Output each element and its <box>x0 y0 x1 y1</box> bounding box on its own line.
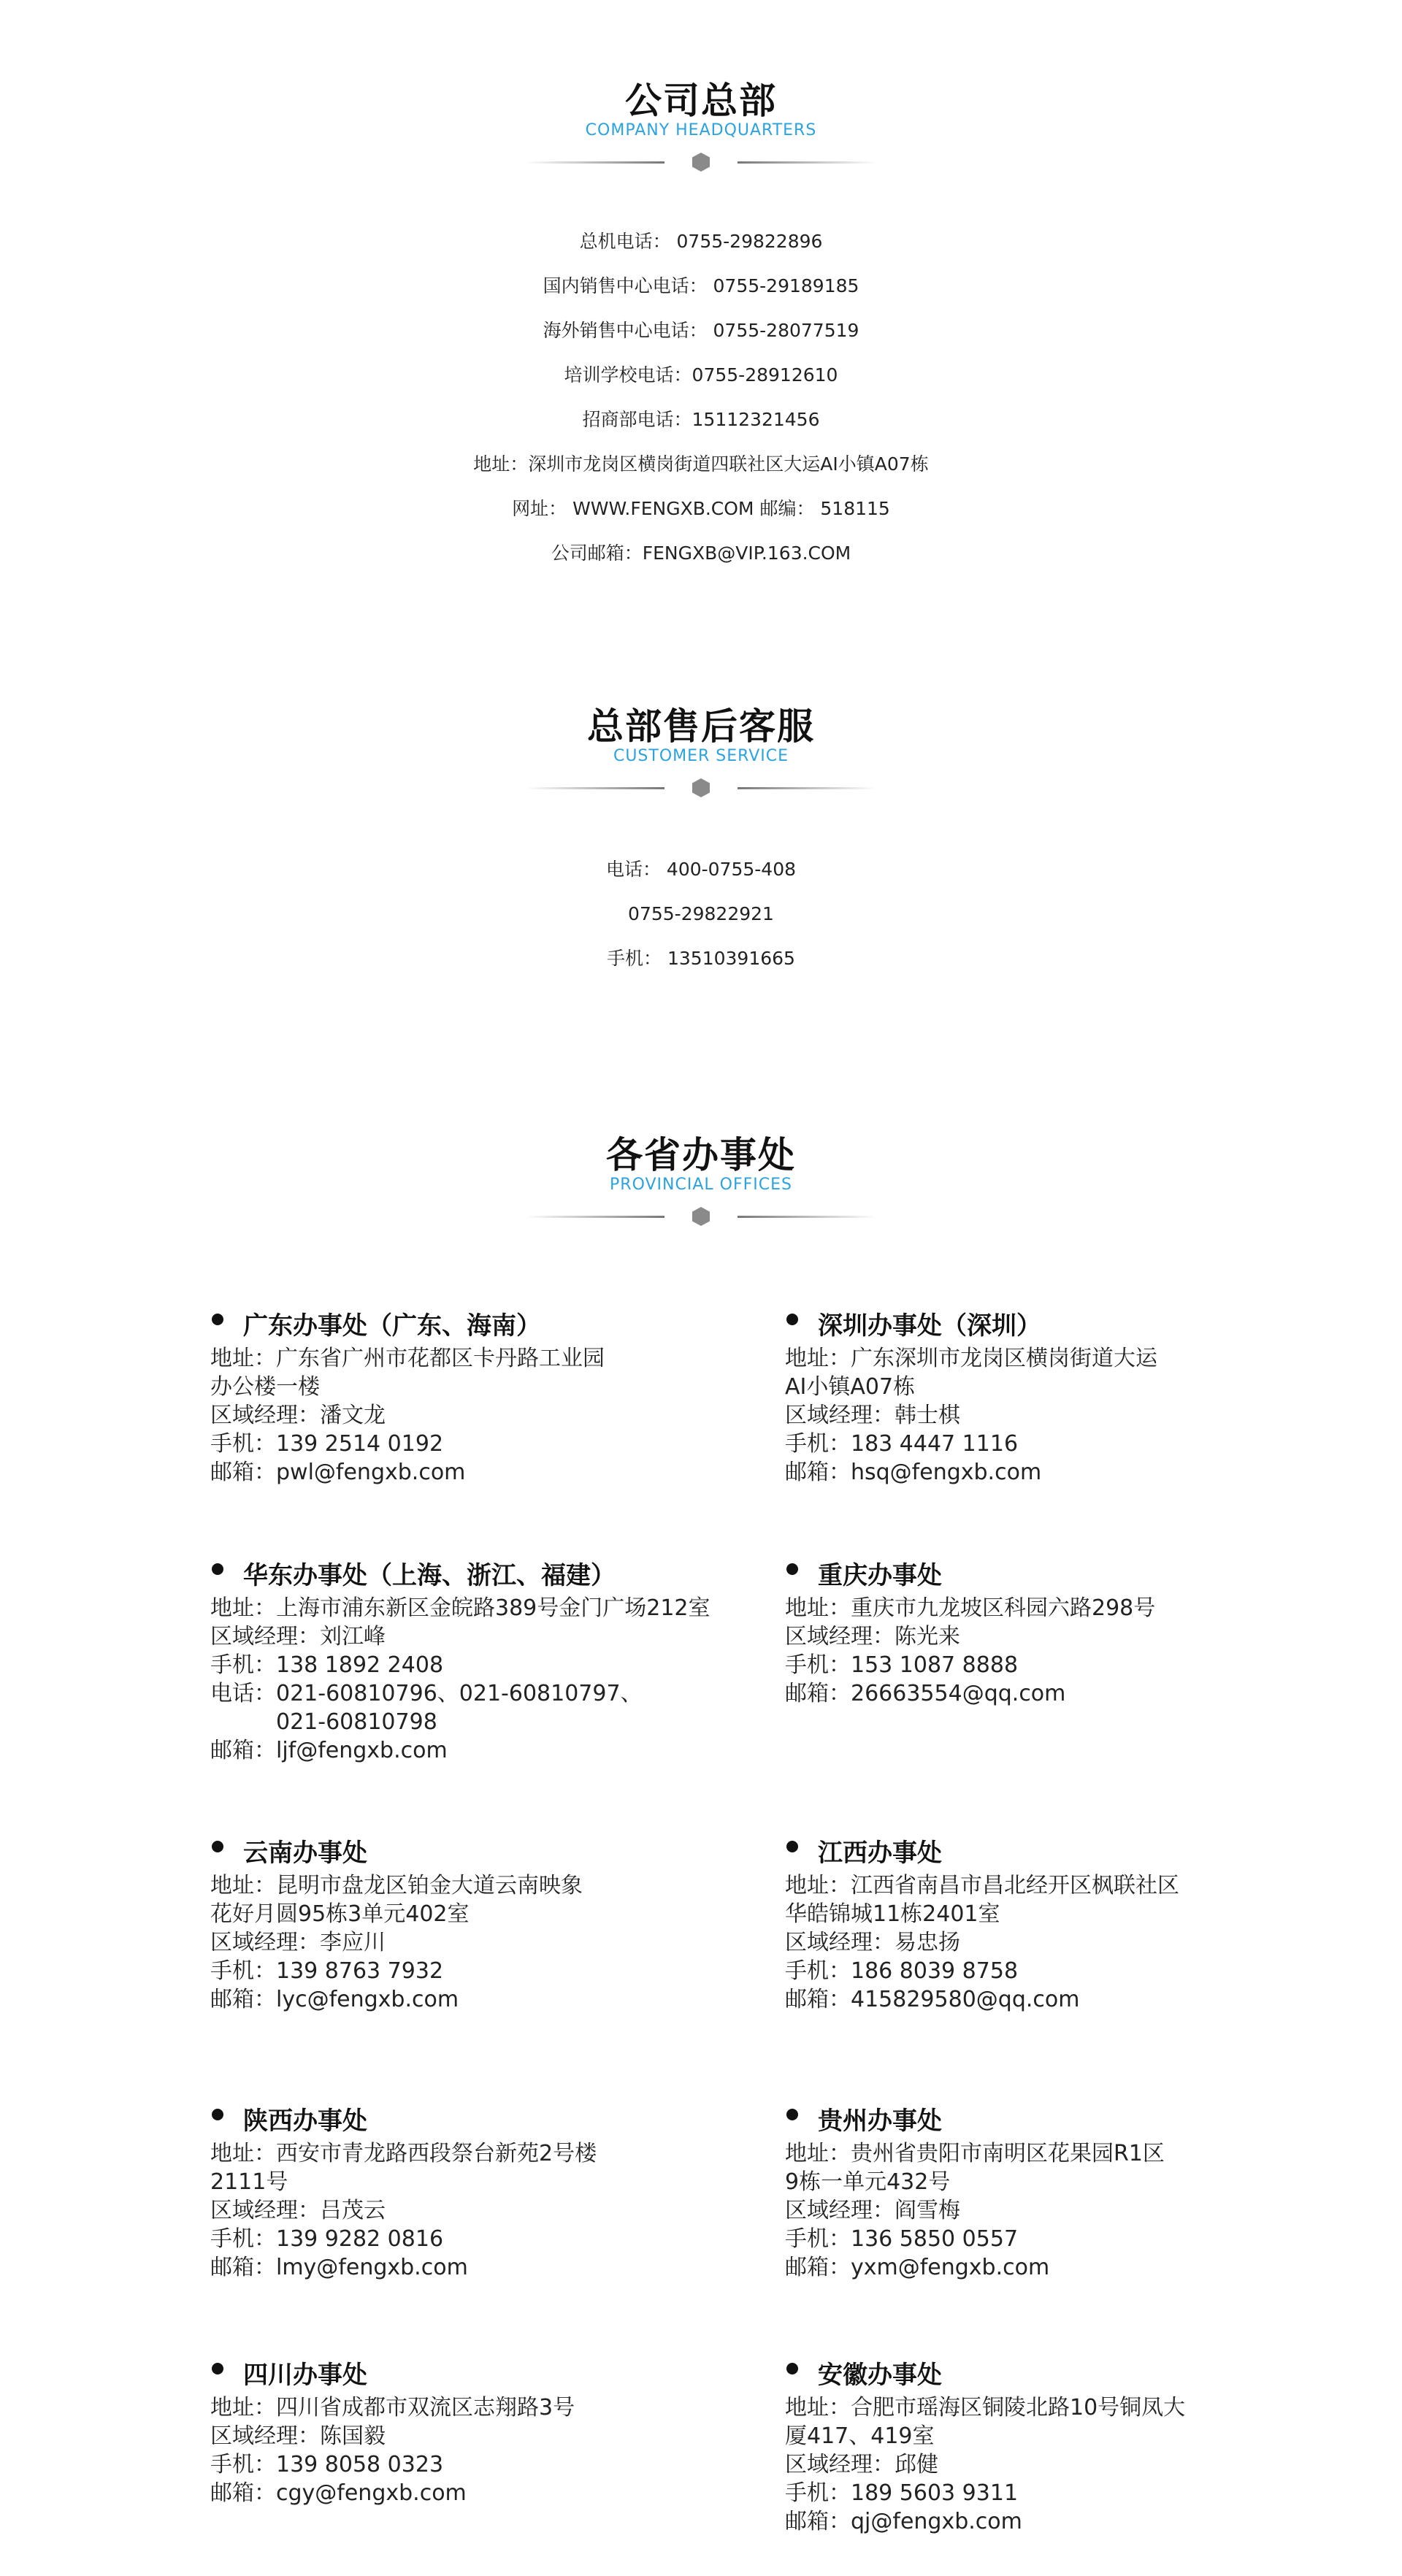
office-east-china <box>210 1559 736 1765</box>
office-line: 电话：021-60810796、021-60810797、 <box>210 1681 643 1706</box>
office-line: 地址：贵州省贵阳市南明区花果园R1区 <box>785 2141 1165 2166</box>
service-title: 总部售后客服 <box>587 705 815 748</box>
office-line: 区域经理：陈光来 <box>785 1624 960 1649</box>
headquarters-info <box>0 219 1402 575</box>
bullet-icon <box>786 2363 798 2374</box>
info-line: 地址：深圳市龙岗区横岗街道四联社区大运AI小镇A07栋 <box>473 453 929 475</box>
bullet-icon <box>786 1841 798 1852</box>
offices-title: 各省办事处 <box>606 1134 796 1176</box>
office-line: 2111号 <box>210 2169 288 2195</box>
office-line: 手机：136 5850 0557 <box>785 2226 1019 2252</box>
office-name: 广东办事处（广东、海南） <box>243 1311 541 1341</box>
office-line: 手机：139 9282 0816 <box>210 2226 444 2252</box>
info-line: 培训学校电话：0755-28912610 <box>564 364 838 386</box>
service-subtitle: CUSTOMER SERVICE <box>613 747 789 765</box>
office-line: 地址：重庆市九龙坡区科园六路298号 <box>785 1595 1156 1621</box>
office-line: 区域经理：邱健 <box>785 2452 938 2477</box>
office-line: 邮箱：415829580@qq.com <box>785 1987 1080 2012</box>
bullet-icon <box>786 1314 798 1325</box>
office-line: AI小镇A07栋 <box>785 1374 916 1400</box>
office-line: 邮箱：lmy@fengxb.com <box>210 2255 468 2280</box>
office-line: 手机：139 8763 7932 <box>210 1958 444 1984</box>
office-line: 邮箱：ljf@fengxb.com <box>210 1738 448 1763</box>
bullet-icon <box>786 1563 798 1575</box>
office-line: 地址：广东深圳市龙岗区横岗街道大运 <box>785 1346 1157 1371</box>
office-line: 邮箱：lyc@fengxb.com <box>210 1987 459 2012</box>
office-line: 厦417、419室 <box>785 2423 935 2449</box>
office-line: 区域经理：刘江峰 <box>210 1624 386 1649</box>
office-name: 江西办事处 <box>818 1839 942 1868</box>
section-divider <box>526 1202 876 1231</box>
office-name: 华东办事处（上海、浙江、福建） <box>243 1561 616 1590</box>
office-line: 手机：186 8039 8758 <box>785 1958 1019 1984</box>
bullet-icon <box>786 2109 798 2120</box>
office-chongqing <box>785 1559 1311 1708</box>
office-line: 021-60810798 <box>276 1709 437 1735</box>
info-line: 电话： 400-0755-408 <box>605 859 797 880</box>
section-divider <box>526 773 876 802</box>
office-line: 手机：189 5603 9311 <box>785 2480 1019 2506</box>
info-line: 0755-29822921 <box>628 903 774 924</box>
headquarters-title: 公司总部 <box>625 80 777 122</box>
headquarters-subtitle: COMPANY HEADQUARTERS <box>585 121 817 139</box>
office-line: 地址：昆明市盘龙区铂金大道云南映象 <box>210 1873 583 1898</box>
office-shaanxi <box>210 2104 736 2282</box>
bullet-icon <box>212 2109 223 2120</box>
office-line: 区域经理：阎雪梅 <box>785 2198 960 2223</box>
bullet-icon <box>212 1563 223 1575</box>
office-line: 邮箱：26663554@qq.com <box>785 1681 1066 1706</box>
office-line: 地址：广东省广州市花都区卡丹路工业园 <box>210 1346 605 1371</box>
office-line: 办公楼一楼 <box>210 1374 320 1400</box>
office-line: 区域经理：吕茂云 <box>210 2198 386 2223</box>
office-line: 手机：153 1087 8888 <box>785 1652 1019 1678</box>
office-line: 地址：合肥市瑶海区铜陵北路10号铜凤大 <box>785 2395 1186 2420</box>
info-line: 总机电话： 0755-29822896 <box>579 231 823 252</box>
office-shenzhen <box>785 1309 1311 1487</box>
office-name: 深圳办事处（深圳） <box>818 1311 1041 1341</box>
section-divider <box>526 147 876 177</box>
office-line: 手机：139 2514 0192 <box>210 1431 444 1457</box>
office-name: 贵州办事处 <box>818 2107 942 2136</box>
offices-subtitle: PROVINCIAL OFFICES <box>610 1176 792 1194</box>
office-line: 邮箱：cgy@fengxb.com <box>210 2480 467 2506</box>
info-line: 网址： WWW.FENGXB.COM 邮编： 518115 <box>512 498 890 519</box>
office-jiangxi <box>785 1836 1311 2014</box>
bullet-icon <box>212 1841 223 1852</box>
office-line: 9栋一单元432号 <box>785 2169 951 2195</box>
office-line: 地址：西安市青龙路西段祭台新苑2号楼 <box>210 2141 597 2166</box>
info-line: 国内销售中心电话： 0755-29189185 <box>543 275 859 296</box>
office-name: 重庆办事处 <box>818 1561 942 1590</box>
office-line: 区域经理：韩士棋 <box>785 1403 960 1428</box>
office-line: 区域经理：陈国毅 <box>210 2423 386 2449</box>
office-line: 邮箱：hsq@fengxb.com <box>785 1460 1042 1485</box>
bullet-icon <box>212 2363 223 2374</box>
office-line: 邮箱：pwl@fengxb.com <box>210 1460 466 1485</box>
office-line: 手机：183 4447 1116 <box>785 1431 1019 1457</box>
office-guizhou <box>785 2104 1311 2282</box>
hexagon-icon <box>691 778 711 798</box>
office-line: 手机：138 1892 2408 <box>210 1652 444 1678</box>
info-line: 手机： 13510391665 <box>607 948 795 969</box>
office-name: 四川办事处 <box>243 2361 367 2390</box>
office-anhui <box>785 2358 1311 2536</box>
office-name: 云南办事处 <box>243 1839 367 1868</box>
office-line: 邮箱：yxm@fengxb.com <box>785 2255 1050 2280</box>
office-line: 手机：139 8058 0323 <box>210 2452 444 2477</box>
office-line: 地址：江西省南昌市昌北经开区枫联社区 <box>785 1873 1179 1898</box>
office-yunnan <box>210 1836 736 2014</box>
office-line: 区域经理：李应川 <box>210 1930 386 1955</box>
office-line: 邮箱：qj@fengxb.com <box>785 2509 1022 2534</box>
offices-heading <box>0 1133 1402 1231</box>
office-line: 区域经理：易忠扬 <box>785 1930 960 1955</box>
service-heading <box>0 705 1402 802</box>
office-name: 安徽办事处 <box>818 2361 942 2390</box>
info-line: 海外销售中心电话： 0755-28077519 <box>543 320 859 341</box>
office-line: 地址：四川省成都市双流区志翔路3号 <box>210 2395 575 2420</box>
office-line: 区域经理：潘文龙 <box>210 1403 386 1428</box>
headquarters-heading <box>0 79 1402 177</box>
hexagon-icon <box>691 152 711 172</box>
hexagon-icon <box>691 1206 711 1227</box>
office-name: 陕西办事处 <box>243 2107 367 2136</box>
info-line: 招商部电话：15112321456 <box>582 409 820 430</box>
office-line: 地址：上海市浦东新区金皖路389号金门广场212室 <box>210 1595 710 1621</box>
office-sichuan <box>210 2358 736 2507</box>
office-line: 华皓锦城11栋2401室 <box>785 1901 1000 1927</box>
office-line: 花好月圆95栋3单元402室 <box>210 1901 470 1927</box>
info-line: 公司邮箱：FENGXB@VIP.163.COM <box>551 543 851 564</box>
service-info <box>0 847 1402 981</box>
office-guangdong <box>210 1309 736 1487</box>
bullet-icon <box>212 1314 223 1325</box>
